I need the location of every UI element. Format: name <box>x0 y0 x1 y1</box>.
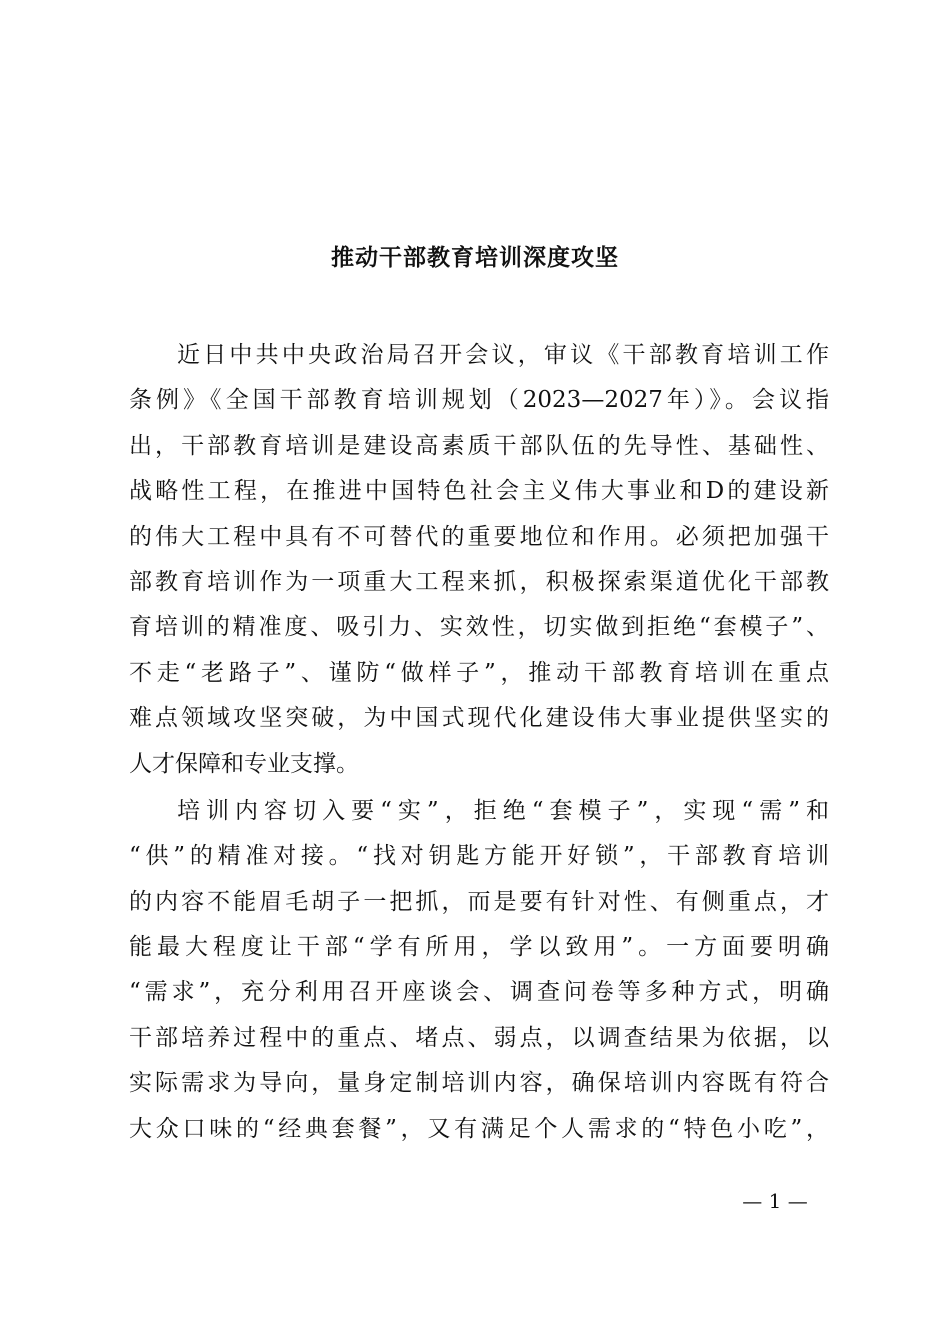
text-line: 能最大程度让干部“学有所用，学以致用”。一方面要明确 <box>129 934 829 961</box>
text-line: 近日中共中央政治局召开会议，审议《干部教育培训工作 <box>177 342 829 368</box>
text-line: 实际需求为导向，量身定制培训内容，确保培训内容既有符合 <box>129 1070 829 1097</box>
paragraph-1 <box>129 333 829 787</box>
document-body <box>129 333 829 1152</box>
text-line: “供”的精准对接。“找对钥匙方能开好锁”，干部教育培训 <box>129 843 829 870</box>
document-title: 推动干部教育培训深度攻坚 <box>331 244 619 271</box>
text-line: “需求”，充分利用召开座谈会、调查问卷等多种方式，明确 <box>129 979 829 1006</box>
text-line: 的内容不能眉毛胡子一把抓，而是要有针对性、有侧重点，才 <box>129 888 829 915</box>
text-line: 干部培养过程中的重点、堵点、弱点，以调查结果为依据，以 <box>129 1024 829 1051</box>
text-line: 出，干部教育培训是建设高素质干部队伍的先导性、基础性、 <box>129 432 829 459</box>
text-line: 部教育培训作为一项重大工程来抓，积极探索渠道优化干部教 <box>129 568 829 595</box>
text-line: 战略性工程，在推进中国特色社会主义伟大事业和D的建设新 <box>129 478 829 505</box>
text-line: 条例》《全国干部教育培训规划（2023—2027年）》。会议指 <box>129 387 829 414</box>
text-line: 人才保障和专业支撑。 <box>129 750 359 777</box>
text-line: 的伟大工程中具有不可替代的重要地位和作用。必须把加强干 <box>129 523 829 550</box>
page-number: — 1 — <box>742 1189 808 1213</box>
paragraph-2 <box>129 789 829 1152</box>
text-line: 不走“老路子”、谨防“做样子”，推动干部教育培训在重点 <box>129 659 829 686</box>
text-line: 培训内容切入要“实”，拒绝“套模子”，实现“需”和 <box>177 797 829 824</box>
text-line: 难点领域攻坚突破，为中国式现代化建设伟大事业提供坚实的 <box>129 705 829 732</box>
text-line: 育培训的精准度、吸引力、实效性，切实做到拒绝“套模子”、 <box>129 614 829 641</box>
text-line: 大众口味的“经典套餐”，又有满足个人需求的“特色小吃”， <box>129 1115 829 1142</box>
